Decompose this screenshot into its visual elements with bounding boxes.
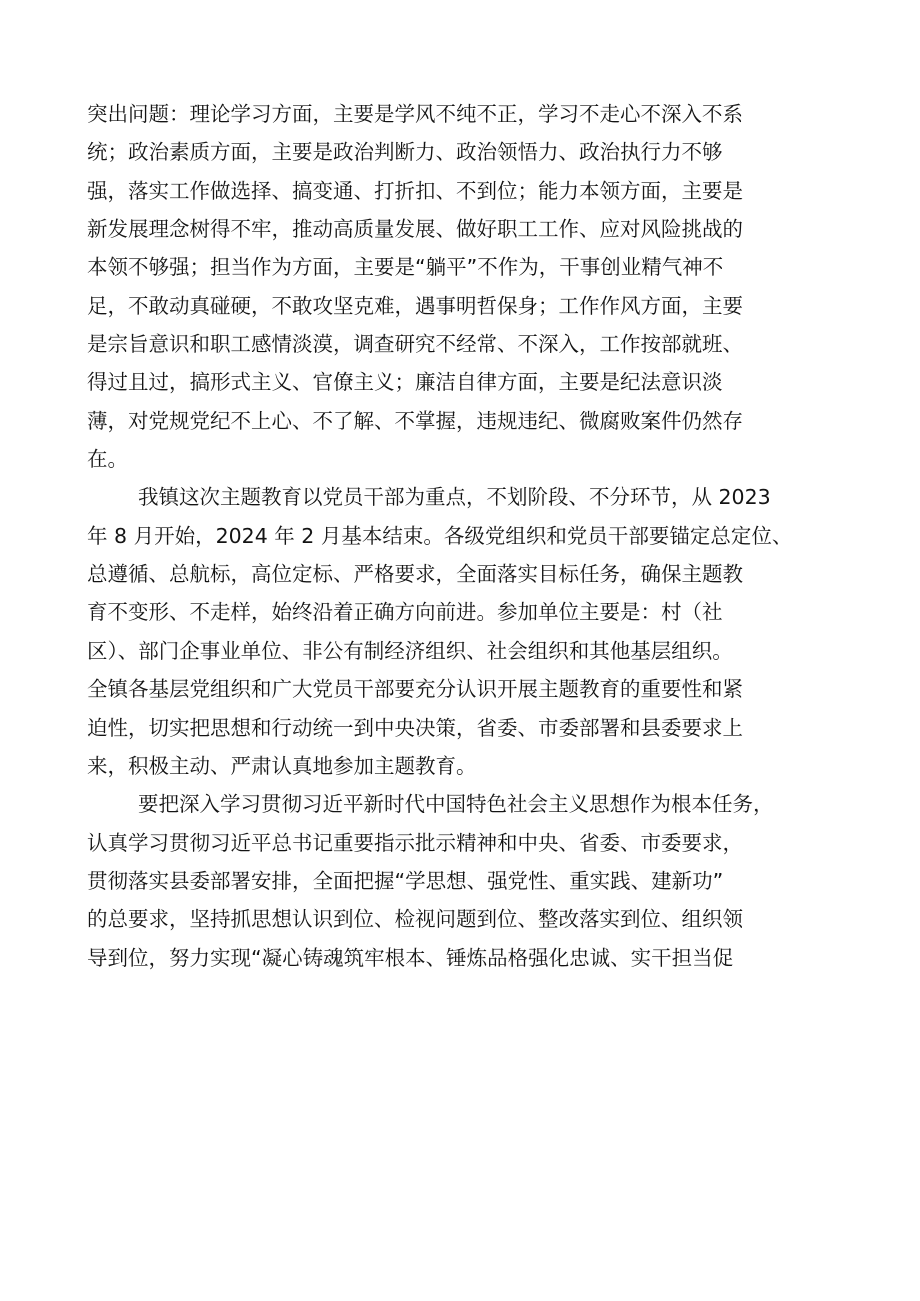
text-line-13: 总遵循、总航标，高位定标、严格要求，全面落实目标任务，确保主题教 <box>87 562 743 587</box>
text-line-12: 年 8 月开始，2024 年 2 月基本结束。各级党组织和党员干部要锚定总定位、 <box>87 523 793 548</box>
text-line-1: 突出问题：理论学习方面，主要是学风不纯不正，学习不走心不深入不系 <box>87 102 743 126</box>
text-line-18: 来，积极主动、严肃认真地参加主题教育。 <box>87 753 477 778</box>
text-line-20: 认真学习贯彻习近平总书记重要指示批示精神和中央、省委、市委要求， <box>87 830 743 855</box>
text-line-10: 在。 <box>87 447 128 472</box>
text-line-17: 迫性，切实把思想和行动统一到中央决策，省委、市委部署和县委要求上 <box>87 715 743 740</box>
text-line-2: 统；政治素质方面，主要是政治判断力、政治领悟力、政治执行力不够 <box>87 140 723 165</box>
document-body <box>87 95 867 977</box>
text-line-7: 是宗旨意识和职工感情淡漠，调查研究不经常、不深入，工作按部就班、 <box>87 332 743 357</box>
text-line-16: 全镇各基层党组织和广大党员干部要充分认识开展主题教育的重要性和紧 <box>87 677 743 702</box>
text-line-6: 足，不敢动真碰硬，不敢攻坚克难，遇事明哲保身；工作作风方面，主要 <box>87 293 743 318</box>
text-line-8: 得过且过，搞形式主义、官僚主义；廉洁自律方面，主要是纪法意识淡 <box>87 370 723 395</box>
text-line-15: 区）、部门企事业单位、非公有制经济组织、社会组织和其他基层组织。 <box>87 638 733 663</box>
text-line-14: 育不变形、不走样，始终沿着正确方向前进。参加单位主要是：村（社 <box>87 600 723 625</box>
text-line-11: 我镇这次主题教育以党员干部为重点，不划阶段、不分环节，从 2023 <box>138 485 771 510</box>
text-line-9: 薄，对党规党纪不上心、不了解、不掌握，违规违纪、微腐败案件仍然存 <box>87 408 743 433</box>
text-line-21: 贯彻落实县委部署安排，全面把握“学思想、强党性、重实践、建新功” <box>87 868 724 893</box>
text-line-22: 的总要求，坚持抓思想认识到位、检视问题到位、整改落实到位、组织领 <box>87 907 743 932</box>
text-line-23: 导到位，努力实现“凝心铸魂筑牢根本、锤炼品格强化忠诚、实干担当促 <box>87 945 734 970</box>
text-line-5: 本领不够强；担当作为方面，主要是“躺平”不作为，干事创业精气神不 <box>87 255 724 280</box>
text-line-3: 强，落实工作做选择、搞变通、打折扣、不到位；能力本领方面，主要是 <box>87 178 743 203</box>
text-line-4: 新发展理念树得不牢，推动高质量发展、做好职工工作、应对风险挑战的 <box>87 217 743 242</box>
text-line-19: 要把深入学习贯彻习近平新时代中国特色社会主义思想作为根本任务， <box>138 792 774 817</box>
